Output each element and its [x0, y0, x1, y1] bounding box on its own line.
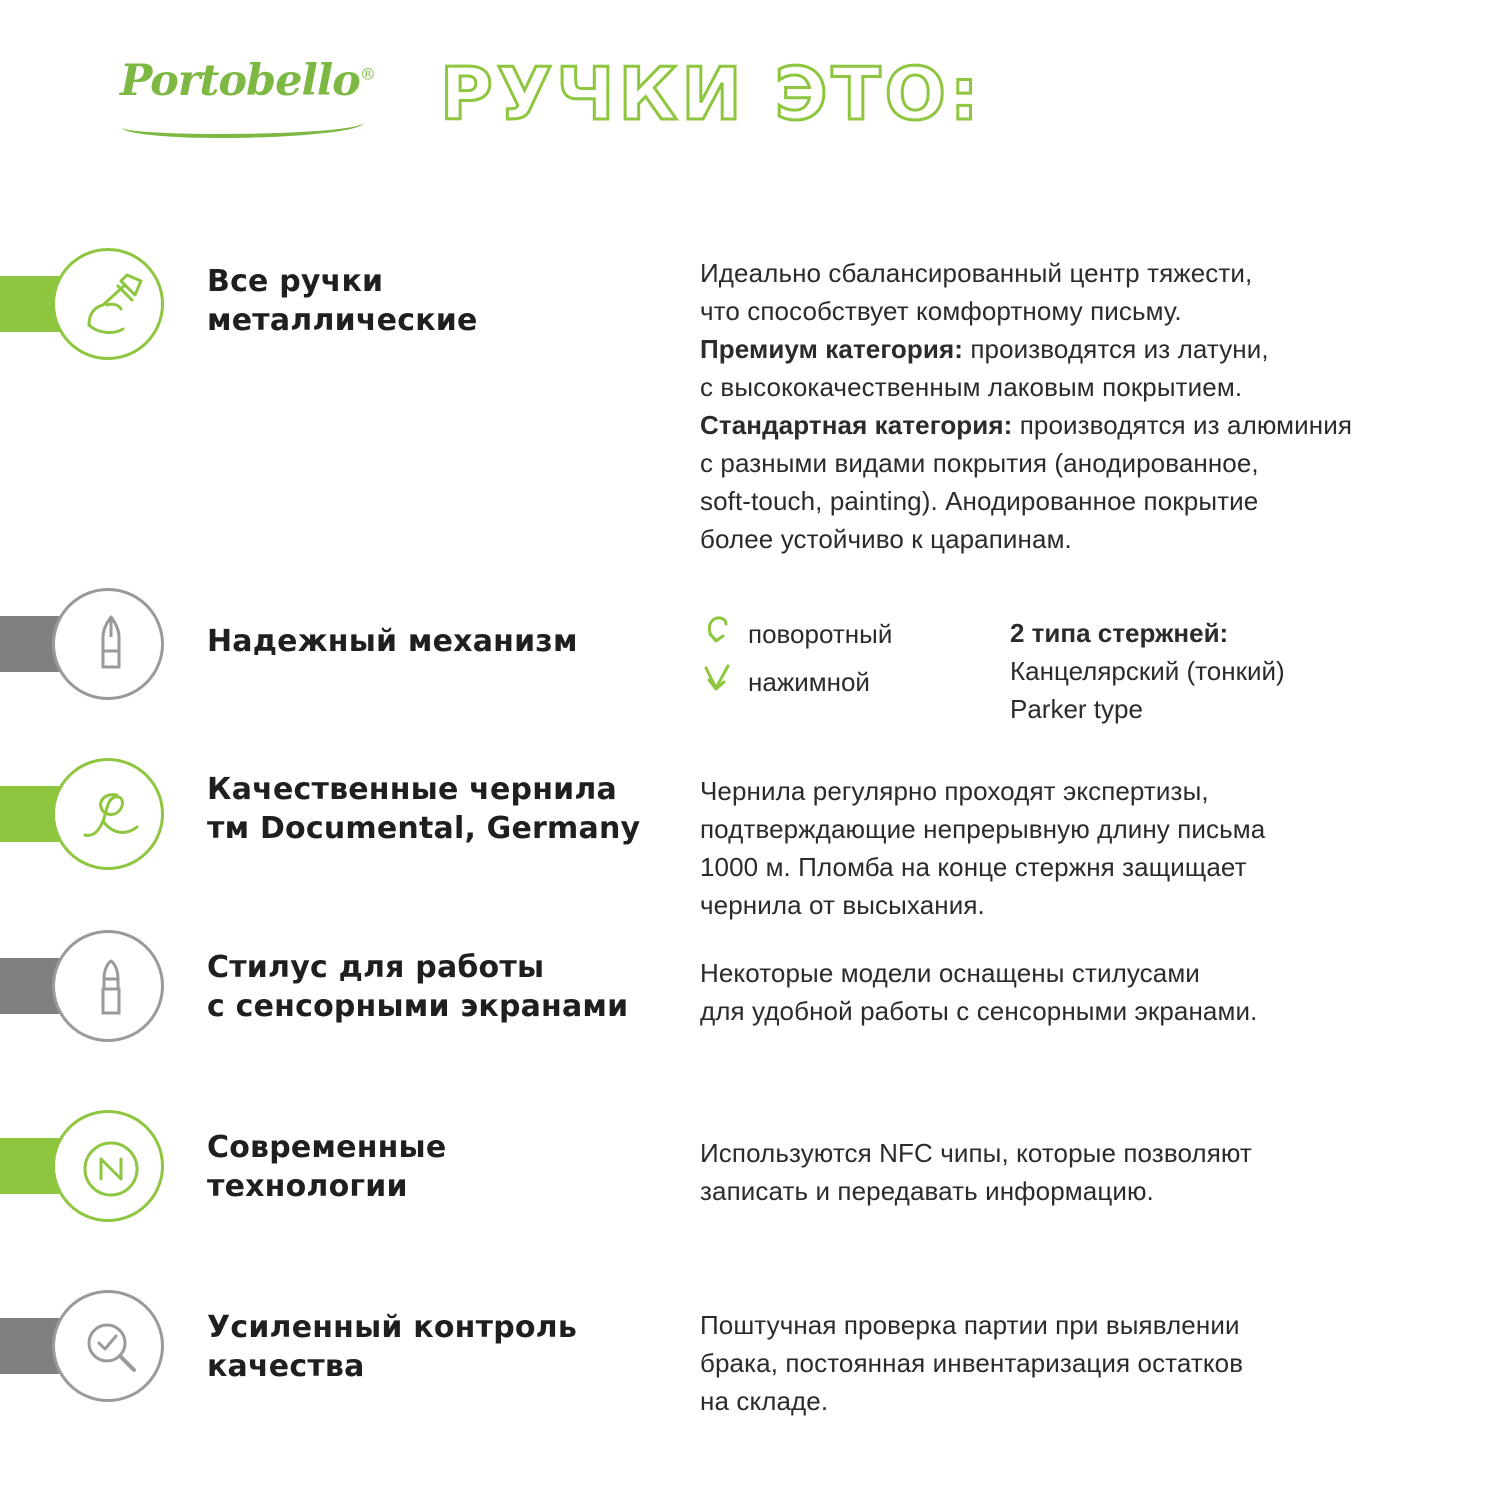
body-line: с высококачественным лаковым покрытием. [700, 372, 1243, 402]
body-line: подтверждающие непрерывную длину письма [700, 814, 1266, 844]
body-line: Стандартная категория: производятся из алюминия [700, 410, 1353, 440]
refill-type-item: Parker type [1010, 694, 1143, 724]
body-line: Поштучная проверка партии при выявлении [700, 1310, 1240, 1340]
logo-swoosh-decoration [122, 112, 364, 138]
body-line: записать и передавать информацию. [700, 1176, 1154, 1206]
body-line: чернила от высыхания. [700, 890, 985, 920]
feature-title [207, 1308, 577, 1386]
body-line: более устойчиво к царапинам. [700, 524, 1072, 554]
brand-logo-text: Portobello® [120, 56, 375, 106]
feature-body [700, 1306, 1243, 1420]
feature-title-line1: Современные [207, 1130, 447, 1165]
feature-title-line2: тм Documental, Germany [207, 811, 641, 846]
icon-circle [52, 758, 164, 870]
body-line: soft-touch, painting). Анодированное покрытие [700, 486, 1259, 516]
feature-title-line2: качества [207, 1349, 365, 1384]
list-item-label: нажимной [748, 667, 870, 697]
feature-title-line2: с сенсорными экранами [207, 989, 629, 1024]
body-line: Некоторые модели оснащены стилусами [700, 958, 1200, 988]
body-line: Чернила регулярно проходят экспертизы, [700, 776, 1209, 806]
feature-row-metal-pens [0, 248, 1500, 568]
feature-title [207, 622, 578, 661]
body-line: Премиум категория: производятся из латуни, [700, 334, 1269, 364]
body-line: с разными видами покрытия (анодированное, [700, 448, 1259, 478]
feature-row-technology [0, 1110, 1500, 1290]
body-line: 1000 м. Пломба на конце стержня защищает [700, 852, 1247, 882]
feature-title-line1: Все ручки [207, 264, 384, 299]
list-item [700, 610, 892, 658]
feature-row-stylus [0, 930, 1500, 1110]
rotate-arrow-icon [700, 614, 734, 648]
feature-title-line2: технологии [207, 1169, 408, 1204]
feature-body [700, 1134, 1252, 1210]
body-line: что способствует комфортному письму. [700, 296, 1182, 326]
registered-mark: ® [359, 64, 375, 84]
refill-type-item: Канцелярский (тонкий) [1010, 656, 1285, 686]
list-item [700, 658, 892, 706]
page-title: РУЧКИ ЭТО: [440, 52, 983, 136]
feature-title [207, 770, 640, 848]
feature-title [207, 262, 478, 340]
brand-logo [120, 56, 375, 138]
feature-title-line1: Стилус для работы [207, 950, 545, 985]
feature-title-line1: Усиленный контроль [207, 1310, 578, 1345]
feature-row-mechanism [0, 588, 1500, 778]
body-line: брака, постоянная инвентаризация остатков [700, 1348, 1244, 1378]
feature-title-line1: Качественные чернила [207, 772, 617, 807]
feature-row-ink [0, 758, 1500, 938]
body-line: для удобной работы с сенсорными экранами. [700, 996, 1258, 1026]
feature-title [207, 948, 628, 1026]
icon-circle [52, 1290, 164, 1402]
refill-types [1010, 614, 1285, 728]
list-item-label: поворотный [748, 619, 893, 649]
page-header [0, 52, 1500, 152]
feature-body [700, 954, 1257, 1030]
mechanism-type-list [700, 610, 892, 706]
feature-row-quality-control [0, 1290, 1500, 1470]
body-line: на складе. [700, 1386, 829, 1416]
feature-title-line1: Надежный механизм [207, 624, 578, 659]
body-line: Используются NFC чипы, которые позволяют [700, 1138, 1252, 1168]
icon-circle [52, 248, 164, 360]
icon-circle [52, 930, 164, 1042]
icon-circle [52, 588, 164, 700]
feature-title-line2: металлические [207, 303, 478, 338]
feature-body [700, 254, 1352, 558]
feature-body [700, 772, 1265, 924]
feature-title [207, 1128, 446, 1206]
body-line: Идеально сбалансированный центр тяжести, [700, 258, 1253, 288]
refill-types-title: 2 типа стержней: [1010, 618, 1229, 648]
press-arrow-icon [700, 662, 734, 696]
icon-circle [52, 1110, 164, 1222]
